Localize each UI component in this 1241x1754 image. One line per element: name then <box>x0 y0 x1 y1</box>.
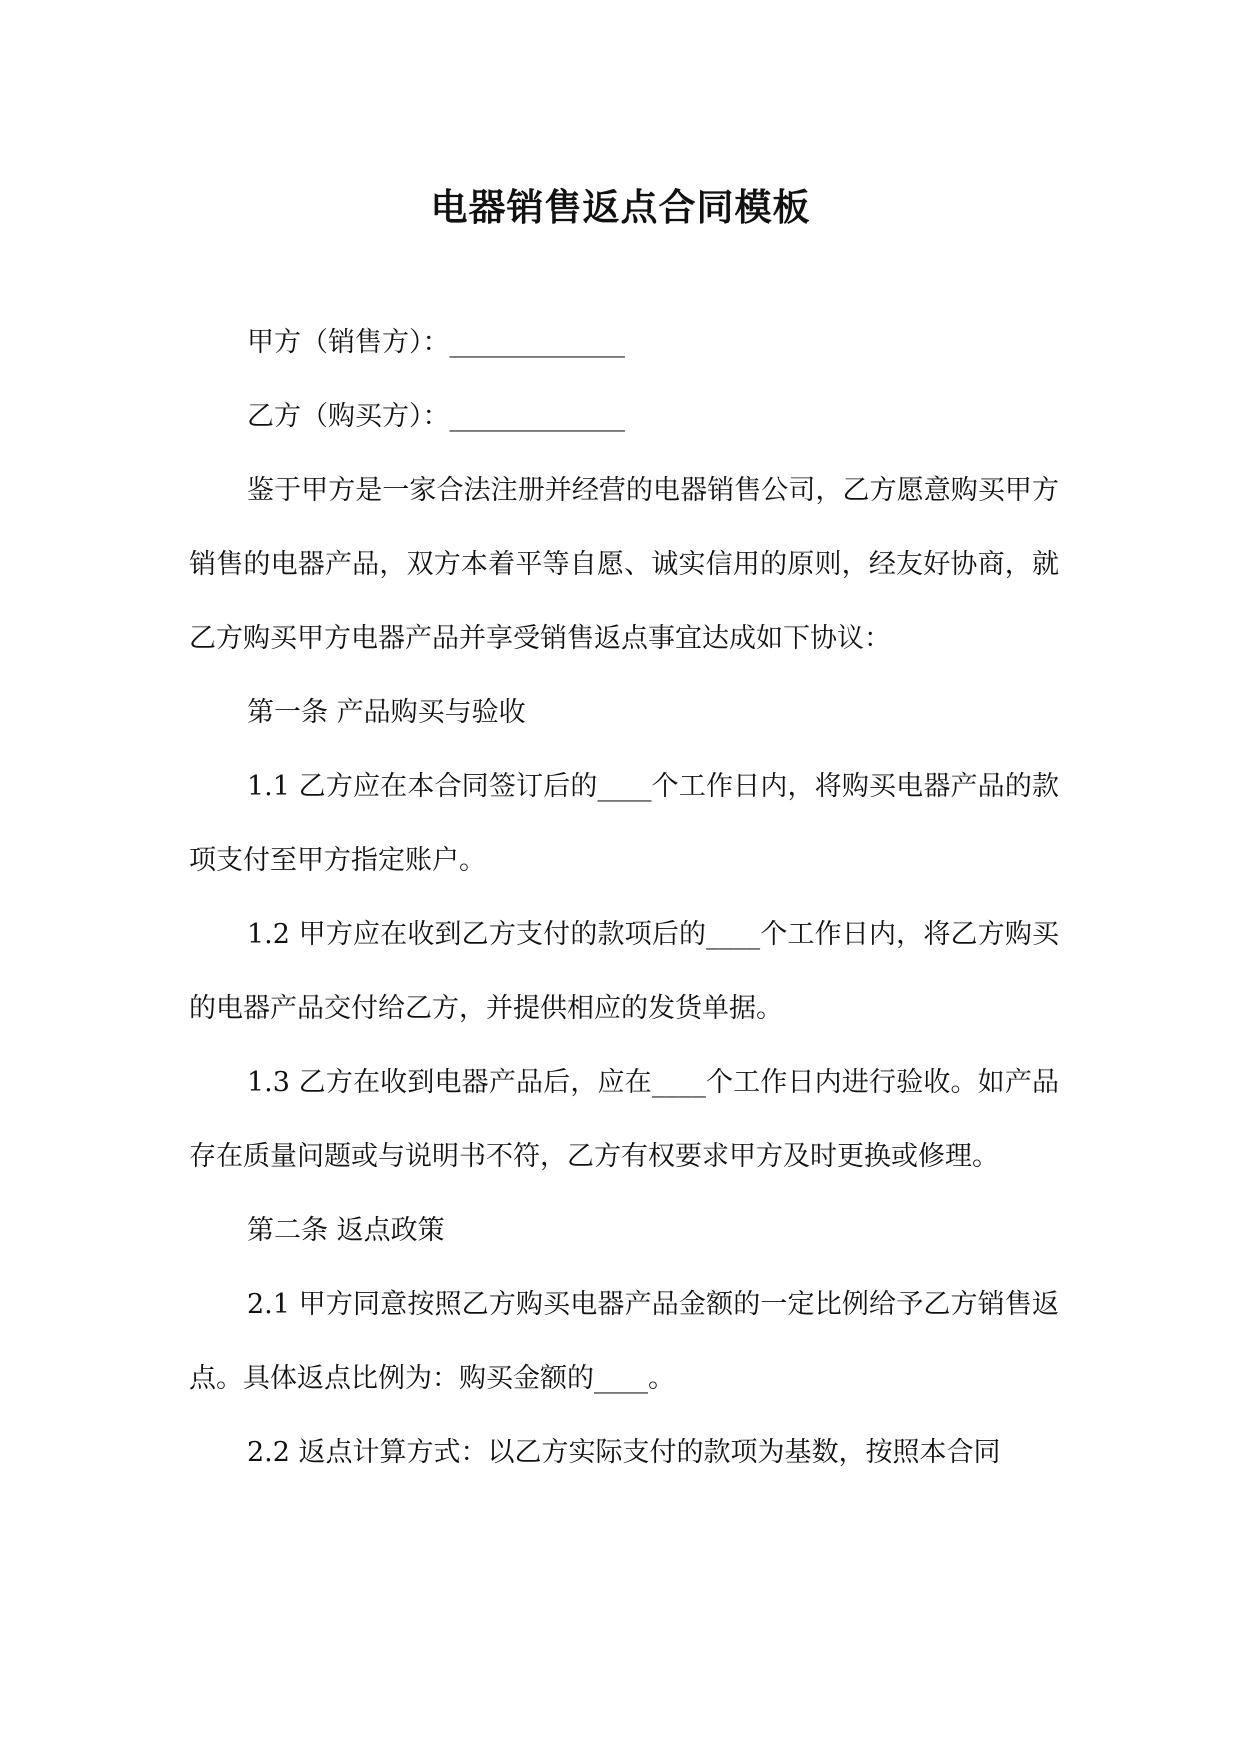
clause-1-1: 1.1 乙方应在本合同签订后的____个工作日内，将购买电器产品的款项支付至甲方指定账户。 <box>189 771 1059 876</box>
clause-2-2: 2.2 返点计算方式：以乙方实际支付的款项为基数，按照本合同 <box>247 1437 1001 1468</box>
clause-1-2: 1.2 甲方应在收到乙方支付的款项后的____个工作日内，将乙方购买的电器产品交付给乙方，并提供相应的发货单据。 <box>189 919 1059 1024</box>
article-1-heading: 第一条 产品购买与验收 <box>247 697 526 728</box>
document-body <box>189 306 1059 1490</box>
party-a-line: 甲方（销售方）：_____________ <box>247 327 625 358</box>
party-b-line: 乙方（购买方）：_____________ <box>247 401 625 432</box>
preamble-paragraph: 鉴于甲方是一家合法注册并经营的电器销售公司，乙方愿意购买甲方销售的电器产品，双方本着平等自愿、诚实信用的原则，经友好协商，就乙方购买甲方电器产品并享受销售返点事宜达成如下协议： <box>189 475 1059 654</box>
clause-1-3: 1.3 乙方在收到电器产品后，应在____个工作日内进行验收。如产品存在质量问题或与说明书不符，乙方有权要求甲方及时更换或修理。 <box>189 1067 1059 1172</box>
article-2-heading: 第二条 返点政策 <box>247 1215 445 1246</box>
document-title: 电器销售返点合同模板 <box>430 186 811 229</box>
clause-2-1: 2.1 甲方同意按照乙方购买电器产品金额的一定比例给予乙方销售返点。具体返点比例为：购买金额的____。 <box>189 1289 1059 1394</box>
